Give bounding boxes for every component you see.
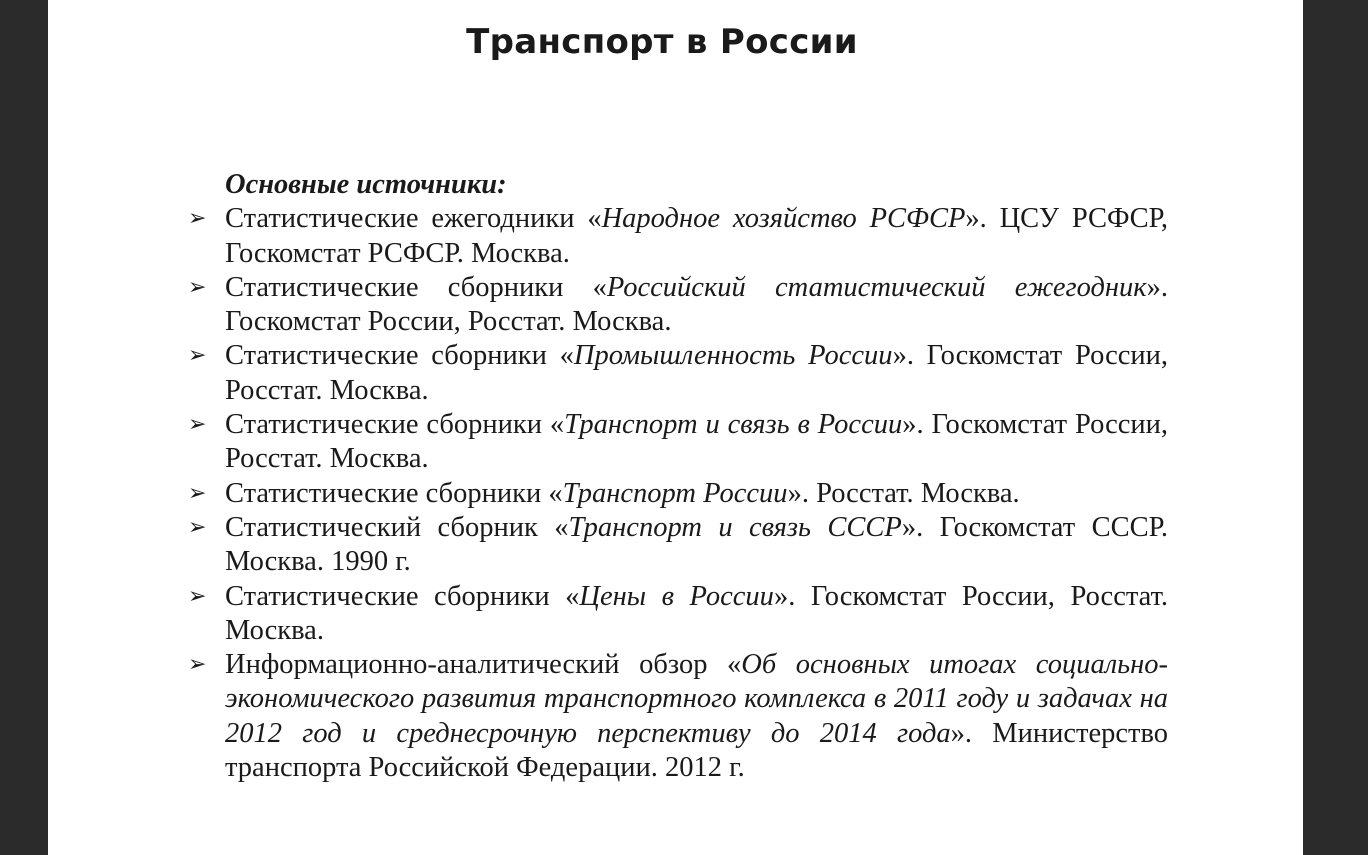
- source-text: Статистические сборники «: [225, 580, 580, 612]
- source-text: ». Госкомстат России, Росстат. Москва.: [225, 340, 1169, 406]
- source-text: ». Госкомстат России, Росстат. Москва.: [225, 409, 1168, 475]
- source-text: Статистический сборник «: [225, 511, 569, 543]
- source-title: Транспорт и связь СССР: [568, 511, 902, 543]
- arrowhead-bullet-icon: ➢: [188, 412, 207, 438]
- source-text: Статистические сборники «: [225, 477, 563, 509]
- source-item: [188, 202, 1168, 271]
- source-text: Статистические сборники «: [225, 271, 607, 303]
- source-item: [188, 648, 1168, 785]
- source-title: Российский статистический ежегодник: [606, 271, 1147, 303]
- source-text: Статистические ежегодники «: [225, 203, 602, 235]
- source-text: ». Министерство транспорта Российской Федерации. 2012 г.: [225, 717, 1168, 784]
- arrowhead-bullet-icon: ➢: [188, 514, 207, 540]
- arrowhead-bullet-icon: ➢: [188, 343, 207, 369]
- source-item: [188, 271, 1168, 340]
- source-item: [188, 408, 1168, 477]
- source-item: [188, 339, 1168, 408]
- arrowhead-bullet-icon: ➢: [188, 583, 207, 609]
- source-title: Транспорт России: [562, 477, 788, 509]
- source-title: Об основных итогах социально-экономического развития транспортного комплекса в 2011 году и задачах на 2012 год и среднесрочную перспективу до 2014 года: [225, 649, 1168, 749]
- source-title: Народное хозяйство РСФСР: [601, 203, 966, 235]
- source-list: [188, 202, 1168, 785]
- source-title: Промышленность России: [573, 340, 893, 372]
- source-text: ». Росстат. Москва.: [787, 477, 1020, 509]
- source-text: Статистические сборники «: [225, 409, 565, 441]
- arrowhead-bullet-icon: ➢: [188, 480, 207, 506]
- sources-heading: Основные источники:: [225, 169, 507, 200]
- source-text: ». Госкомстат России, Росстат. Москва.: [225, 580, 1169, 646]
- arrowhead-bullet-icon: ➢: [188, 274, 207, 300]
- arrowhead-bullet-icon: ➢: [188, 652, 207, 678]
- source-text: ». ЦСУ РСФСР, Госкомстат РСФСР. Москва.: [225, 203, 1168, 269]
- sources-section: [188, 168, 1168, 785]
- source-text: ». Госкомстат СССР. Москва. 1990 г.: [225, 511, 1169, 578]
- document-page: [48, 0, 1303, 855]
- source-title: Транспорт и связь в России: [564, 409, 903, 441]
- source-text: Информационно-аналитический обзор «: [225, 649, 742, 681]
- source-text: ». Госкомстат России, Росстат. Москва.: [225, 271, 1168, 338]
- source-text: Статистические сборники «: [225, 340, 574, 372]
- source-title: Цены в России: [579, 580, 774, 612]
- arrowhead-bullet-icon: ➢: [188, 206, 207, 232]
- source-item: [188, 511, 1168, 580]
- source-item: [188, 580, 1168, 649]
- page-title: Транспорт в России: [466, 22, 858, 62]
- source-item: [188, 477, 1168, 511]
